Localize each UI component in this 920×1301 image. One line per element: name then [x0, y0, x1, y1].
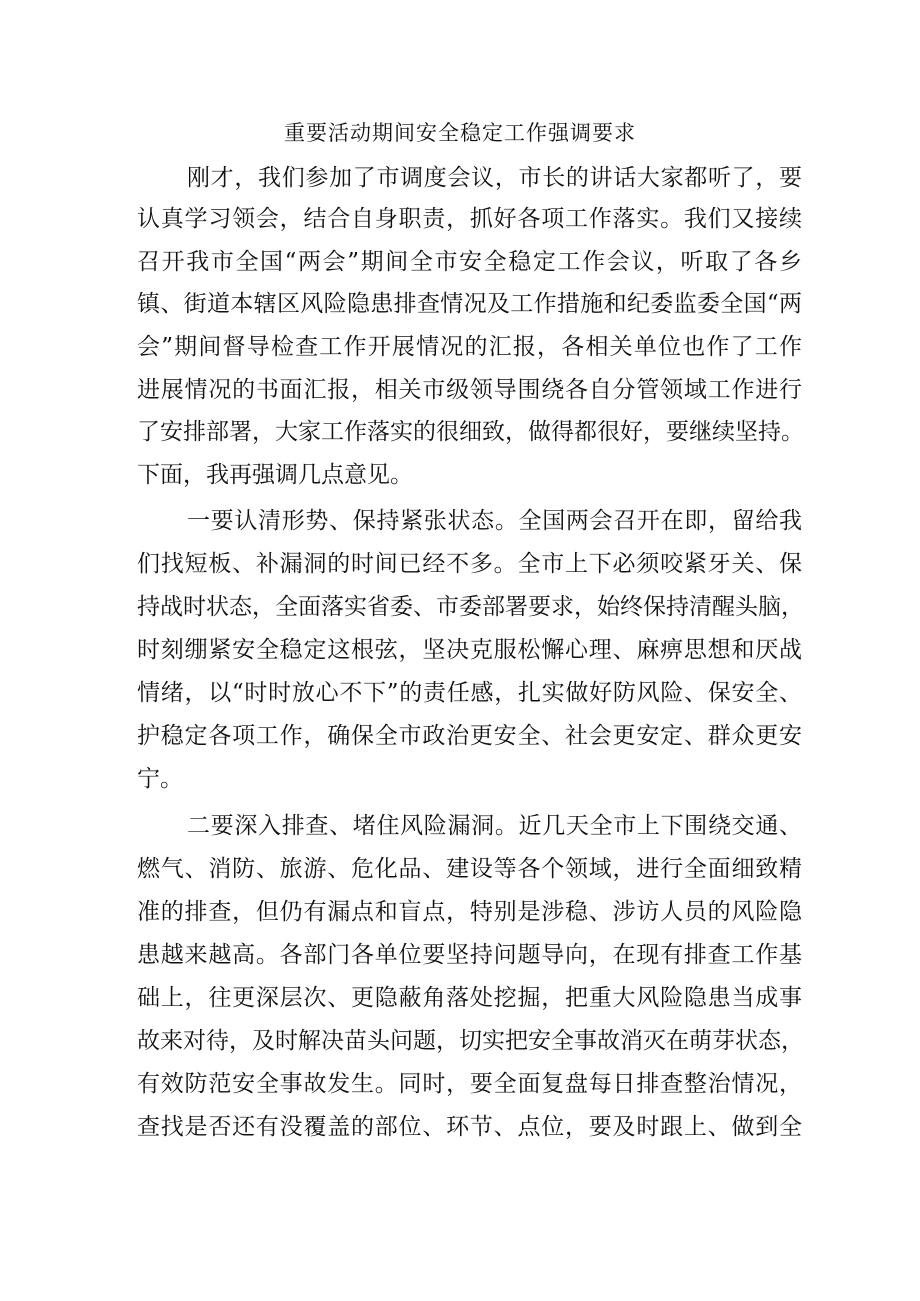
paragraph-1-line-2: 认真学习领会，结合自身职责，抓好各项工作落实。我们又接续: [137, 206, 802, 232]
paragraph-1-line-1: 刚才，我们参加了市调度会议，市长的讲话大家都听了，要: [187, 165, 802, 191]
document-title: 重要活动期间安全稳定工作强调要求: [284, 121, 636, 145]
paragraph-2-line-7: 宁。: [137, 766, 183, 792]
paragraph-1-line-7: 了安排部署，大家工作落实的很细致，做得都很好，要继续坚持。: [137, 419, 804, 445]
paragraph-3-line-7: 有效防范安全事故发生。同时，要全面复盘每日排查整治情况，: [137, 1071, 802, 1097]
paragraph-1-line-3: 召开我市全国“两会”期间全市安全稳定工作会议，听取了各乡: [137, 249, 802, 275]
paragraph-3-line-6: 故来对待，及时解决苗头问题，切实把安全事故消灭在萌芽状态，: [137, 1028, 804, 1054]
paragraph-1-line-8: 下面，我再强调几点意见。: [137, 462, 413, 488]
paragraph-2-line-6: 护稳定各项工作，确保全市政治更安全、社会更安定、群众更安: [137, 723, 802, 749]
paragraph-3-line-1: 二要深入排查、堵住风险漏洞。近几天全市上下围绕交通、: [187, 813, 802, 839]
paragraph-1-line-5: 会”期间督导检查工作开展情况的汇报，各相关单位也作了工作: [137, 334, 802, 360]
paragraph-3-line-4: 患越来越高。各部门各单位要坚持问题导向，在现有排查工作基: [137, 942, 802, 968]
paragraph-3-line-8: 查找是否还有没覆盖的部位、环节、点位，要及时跟上、做到全: [137, 1114, 802, 1140]
paragraph-2-line-3: 持战时状态，全面落实省委、市委部署要求，始终保持清醒头脑，: [137, 594, 804, 620]
paragraph-3-line-2: 燃气、消防、旅游、危化品、建设等各个领域，进行全面细致精: [137, 856, 802, 882]
paragraph-2-line-2: 们找短板、补漏洞的时间已经不多。全市上下必须咬紧牙关、保: [137, 551, 802, 577]
paragraph-1-line-4: 镇、街道本辖区风险隐患排查情况及工作措施和纪委监委全国“两: [137, 291, 802, 317]
paragraph-1-line-6: 进展情况的书面汇报，相关市级领导围绕各自分管领域工作进行: [137, 377, 802, 403]
paragraph-3-line-3: 准的排查，但仍有漏点和盲点，特别是涉稳、涉访人员的风险隐: [137, 899, 802, 925]
paragraph-2-line-1: 一要认清形势、保持紧张状态。全国两会召开在即，留给我: [187, 508, 802, 534]
paragraph-2-line-4: 时刻绷紧安全稳定这根弦，坚决克服松懈心理、麻痹思想和厌战: [137, 637, 802, 663]
paragraph-3-line-5: 础上，往更深层次、更隐蔽角落处挖掘，把重大风险隐患当成事: [137, 985, 802, 1011]
paragraph-2-line-5: 情绪，以“时时放心不下”的责任感，扎实做好防风险、保安全、: [137, 680, 802, 706]
